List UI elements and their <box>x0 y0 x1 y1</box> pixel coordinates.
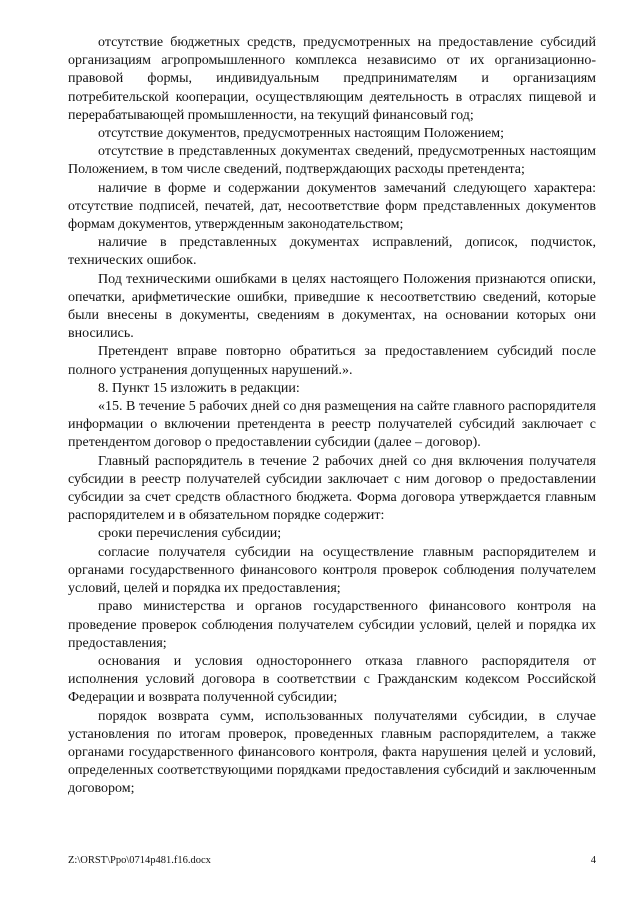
paragraph: отсутствие документов, предусмотренных настоящим Положением; <box>98 126 505 142</box>
paragraph: «15. В течение 5 рабочих дней со дня размещения на сайте главного распорядителя информации о включении претендента в реестр получателей субсидий заключает с претендентом договор о предоставлении субсидии (далее – договор). <box>68 399 596 451</box>
file-path: Z:\ORST\Ppo\0714p481.f16.docx <box>68 855 211 866</box>
paragraph: отсутствие в представленных документах сведений, предусмотренных настоящим Положением, в том числе сведений, подтверждающих расходы претендента; <box>68 144 596 178</box>
paragraph: отсутствие бюджетных средств, предусмотренных на предоставление субсидий организациям агропромышленного комплекса независимо от их организационно-правовой формы, индивидуальным предпринимателям и организациям потребительской кооперации, осуществляющим деятельность в отраслях пищевой и перерабатывающей промышленности, на текущий финансовый год; <box>68 35 596 123</box>
paragraph: право министерства и органов государственного финансового контроля на проведение проверок соблюдения получателем субсидии условий, целей и порядка их предоставления; <box>68 599 596 651</box>
document-body <box>68 34 596 799</box>
paragraph: Претендент вправе повторно обратиться за предоставлением субсидий после полного устранения допущенных нарушений.». <box>68 344 596 378</box>
page-footer <box>68 855 596 869</box>
paragraph: наличие в форме и содержании документов замечаний следующего характера: отсутствие подписей, печатей, дат, несоответствие форм представленных документов формам документов, утвержденным законодательством; <box>68 180 596 233</box>
page-number: 4 <box>590 855 596 866</box>
paragraph: согласие получателя субсидии на осуществление главным распорядителем и органами государственного финансового контроля проверок соблюдения получателем условий, целей и порядка их предоставления; <box>68 544 596 597</box>
paragraph: 8. Пункт 15 изложить в редакции: <box>98 380 300 396</box>
paragraph: порядок возврата сумм, использованных получателями субсидии, в случае установления по итогам проверок, проведенных главным распорядителем, а также органами государственного финансового контроля, факта нарушения целей и условий, определенных соответствующими порядками предоставления субсидий и заключенным договором; <box>68 708 596 797</box>
paragraph: наличие в представленных документах исправлений, дописок, подчисток, технических ошибок. <box>68 235 596 269</box>
paragraph: Главный распорядитель в течение 2 рабочих дней со дня включения получателя субсидии в реестр получателей субсидии заключает с ним договор о предоставлении субсидии за счет средств областного бюджета. Форма договора утверждается главным распорядителем и в обязательном порядке содержит: <box>68 453 596 524</box>
paragraph: сроки перечисления субсидии; <box>98 526 282 542</box>
paragraph: Под техническими ошибками в целях настоящего Положения признаются описки, опечатки, арифметические ошибки, приведшие к несоответствию сведений, которые были внесены в документы, сведениям в документах, на основании которых они вносились. <box>68 271 596 342</box>
paragraph: основания и условия одностороннего отказа главного распорядителя от исполнения условий договора в соответствии с Гражданским кодексом Российской Федерации и возврата полученной субсидии; <box>68 653 596 706</box>
